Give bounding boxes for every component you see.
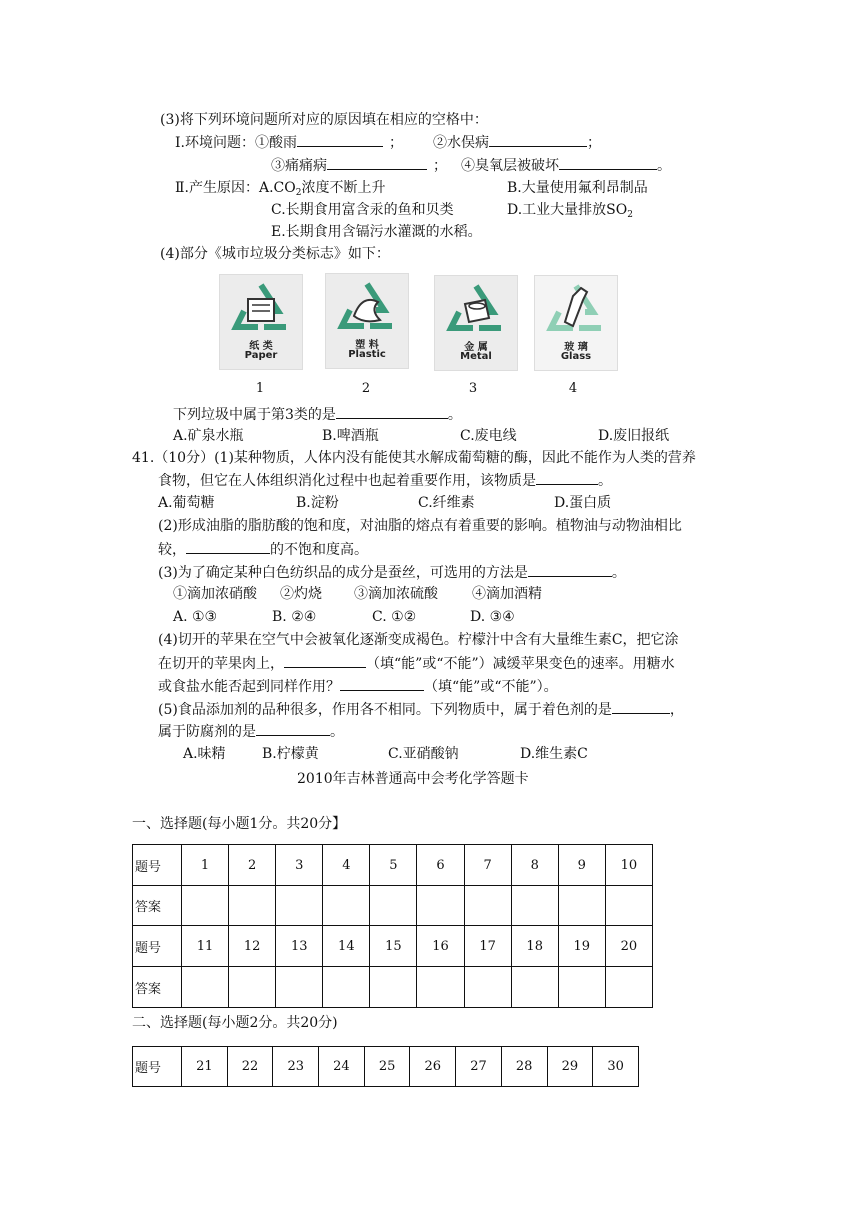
question-number: 25: [364, 1047, 410, 1087]
answer-cell[interactable]: [182, 886, 229, 926]
q40-option-c: C.废电线: [460, 428, 517, 444]
table-row: [133, 967, 653, 1008]
answer-cell[interactable]: [605, 886, 652, 926]
q40-option-a: A.矿泉水瓶: [173, 428, 244, 444]
q41-p1-opt-a: A.葡萄糖: [158, 495, 215, 511]
row-label: 题号: [133, 1047, 182, 1087]
question-number: 11: [182, 926, 229, 967]
metal-recycle-icon: [434, 275, 518, 371]
answer-cell[interactable]: [323, 886, 370, 926]
q41-p3-method3: ③滴加浓硫酸: [354, 586, 438, 602]
icon-number: 2: [361, 381, 371, 396]
icon-label-cn: 纸 类: [249, 341, 273, 352]
answer-cell[interactable]: [464, 886, 511, 926]
answer-cell[interactable]: [276, 967, 323, 1008]
glass-recycle-icon: [534, 275, 618, 371]
q41-p1-opt-b: B.淀粉: [296, 495, 339, 511]
cause-label: Ⅱ.产生原因：: [175, 180, 259, 196]
answer-blank[interactable]: [340, 676, 424, 691]
question-number: 28: [501, 1047, 547, 1087]
answer-blank[interactable]: [327, 155, 427, 170]
question-number: 1: [182, 845, 229, 886]
answer-blank[interactable]: [186, 539, 270, 554]
q41-p3-opt-d: D. ③④: [470, 609, 515, 625]
q41-p2-line2: 较， 的不饱和度高。: [158, 539, 368, 560]
cause-a: $A.CO_2$浓度不断上升: [258, 180, 386, 198]
question-number: 20: [605, 926, 652, 967]
icon-label-en: Glass: [560, 351, 592, 362]
answer-blank[interactable]: [528, 562, 612, 577]
answer-cell[interactable]: [370, 967, 417, 1008]
env-ozone: ④臭氧层被破坏: [461, 158, 559, 174]
cause-c: C.长期食用富含汞的鱼和贝类: [271, 202, 454, 218]
answer-cell[interactable]: [558, 967, 605, 1008]
q41-p5-opt-c: C.亚硝酸钠: [388, 746, 459, 762]
answer-cell[interactable]: [464, 967, 511, 1008]
icon-label-en: Plastic: [348, 349, 386, 360]
icon-number: 4: [568, 381, 578, 396]
answer-blank[interactable]: [612, 699, 670, 714]
question-number: 27: [456, 1047, 502, 1087]
answer-blank[interactable]: [536, 470, 598, 485]
section2-heading: 二、选择题(每小题2分。共20分): [132, 1015, 338, 1031]
question-number: 22: [227, 1047, 273, 1087]
answer-table-1: [132, 844, 653, 1008]
paper-recycle-icon: [219, 274, 303, 370]
question-number: 7: [464, 845, 511, 886]
q41-p3-line1: (3)为了确定某种白色纺织品的成分是蚕丝，可选用的方法是 。: [158, 562, 626, 583]
q41-p3-opt-b: B. ②④: [272, 609, 317, 625]
section1-heading: 一、选择题(每小题1分。共20分】: [132, 816, 347, 832]
question-number: 16: [417, 926, 464, 967]
question-number: 17: [464, 926, 511, 967]
q40-part4-intro: (4)部分《城市垃圾分类标志》如下：: [160, 246, 390, 262]
table-row: [133, 1047, 639, 1087]
question-number: 21: [182, 1047, 228, 1087]
q41-p3-method1: ①滴加浓硝酸: [173, 586, 257, 602]
answer-card-title: 2010年吉林普通高中会考化学答题卡: [297, 771, 529, 787]
question-number: 29: [547, 1047, 593, 1087]
row-label: 题号: [133, 845, 182, 886]
env-minamata: ②水俣病: [432, 135, 489, 151]
q41-p3-opt-c: C. ①②: [372, 609, 417, 625]
answer-blank[interactable]: [256, 721, 330, 736]
question-number: 18: [511, 926, 558, 967]
env-label: Ⅰ.环境问题：: [175, 135, 255, 151]
question-number: 10: [605, 845, 652, 886]
env-problems-row2: ③痛痛病 ； ④臭氧层被破坏 。: [271, 155, 671, 176]
q41-p5-opt-a: A.味精: [183, 746, 226, 762]
q41-p3-method4: ④滴加酒精: [472, 586, 542, 602]
env-acid-rain: ①酸雨: [254, 135, 297, 151]
cause-e: E.长期食用含镉污水灌溉的水稻。: [271, 224, 482, 240]
question-number: 8: [511, 845, 558, 886]
row-label: 题号: [133, 926, 182, 967]
question-number: 9: [558, 845, 605, 886]
question-number: 4: [323, 845, 370, 886]
answer-cell[interactable]: [605, 967, 652, 1008]
q41-p5-line1: (5)食品添加剂的品种很多，作用各不相同。下列物质中，属于着色剂的是 ，: [158, 699, 684, 720]
q40-part4-question: 下列垃圾中属于第3类的是 。: [173, 404, 462, 425]
q40-part3-intro: (3)将下列环境问题所对应的原因填在相应的空格中：: [160, 112, 488, 128]
icon-number: 1: [255, 381, 265, 396]
answer-cell[interactable]: [229, 967, 276, 1008]
icon-number: 3: [468, 381, 478, 396]
question-number: 12: [229, 926, 276, 967]
question-number: 6: [417, 845, 464, 886]
q41-line1: 41.（10分）(1)某种物质，人体内没有能使其水解成葡萄糖的酶，因此不能作为人类的营养: [132, 450, 696, 466]
q40-option-d: D.废旧报纸: [598, 428, 670, 444]
row-label: 答案: [133, 967, 182, 1008]
icon-label-en: Metal: [460, 351, 492, 362]
question-number: 5: [370, 845, 417, 886]
row-label: 答案: [133, 886, 182, 926]
table-row: [133, 926, 653, 967]
question-number: 2: [229, 845, 276, 886]
plastic-recycle-icon: [325, 273, 409, 369]
answer-cell[interactable]: [558, 886, 605, 926]
question-number: 30: [593, 1047, 639, 1087]
question-number: 23: [273, 1047, 319, 1087]
question-number: 14: [323, 926, 370, 967]
q41-p2-line1: (2)形成油脂的脂肪酸的饱和度，对油脂的熔点有着重要的影响。植物油与动物油相比: [158, 518, 682, 534]
answer-cell[interactable]: [511, 886, 558, 926]
icon-label-cn: 金 属: [464, 342, 488, 353]
q41-p5-opt-d: D.维生素C: [520, 746, 588, 762]
cause-d: D.工业大量排放$SO_2$: [507, 202, 633, 220]
q41-p1-opt-d: D.蛋白质: [554, 495, 612, 511]
table-row: [133, 886, 653, 926]
answer-cell[interactable]: [417, 967, 464, 1008]
icon-label-en: Paper: [244, 350, 278, 361]
question-number: 13: [276, 926, 323, 967]
q41-p5-opt-b: B.柠檬黄: [262, 746, 319, 762]
icon-label-cn: 塑 料: [355, 340, 379, 351]
answer-cell[interactable]: [229, 886, 276, 926]
answer-cell[interactable]: [370, 886, 417, 926]
answer-cell[interactable]: [323, 967, 370, 1008]
table-row: [133, 845, 653, 886]
q41-p1-opt-c: C.纤维素: [418, 495, 475, 511]
icon-label-cn: 玻 璃: [564, 342, 588, 353]
question-number: 3: [276, 845, 323, 886]
answer-blank[interactable]: [284, 653, 366, 668]
q41-p4-line2: 在切开的苹果肉上， （填“能”或“不能”）减缓苹果变色的速率。用糖水: [158, 653, 675, 674]
q41-p3-opt-a: A. ①③: [173, 609, 218, 625]
answer-blank[interactable]: [489, 132, 587, 147]
q41-p4-line3: 或食盐水能否起到同样作用？ （填“能”或“不能”）。: [158, 676, 558, 697]
answer-cell[interactable]: [417, 886, 464, 926]
q41-p4-line1: (4)切开的苹果在空气中会被氧化逐渐变成褐色。柠檬汁中含有大量维生素C，把它涂: [158, 632, 679, 648]
env-itai-itai: ③痛痛病: [271, 158, 327, 174]
q41-line2: 食物，但它在人体组织消化过程中也起着重要作用，该物质是 。: [158, 470, 612, 491]
question-number: 26: [410, 1047, 456, 1087]
q40-option-b: B.啤酒瓶: [322, 428, 379, 444]
q41-p5-line2: 属于防腐剂的是 。: [158, 721, 344, 742]
answer-blank[interactable]: [297, 132, 383, 147]
question-number: 19: [558, 926, 605, 967]
env-problems-row1: Ⅰ.环境问题：①酸雨 ； ②水俣病 ；: [175, 132, 601, 153]
cause-b: B.大量使用氟利昂制品: [507, 180, 648, 196]
answer-cell[interactable]: [182, 967, 229, 1008]
answer-table-2: [132, 1046, 639, 1087]
answer-blank[interactable]: [336, 404, 448, 419]
question-number: 15: [370, 926, 417, 967]
answer-cell[interactable]: [511, 967, 558, 1008]
answer-blank[interactable]: [559, 155, 657, 170]
question-number: 24: [319, 1047, 365, 1087]
q41-p3-method2: ②灼烧: [280, 586, 322, 602]
answer-cell[interactable]: [276, 886, 323, 926]
